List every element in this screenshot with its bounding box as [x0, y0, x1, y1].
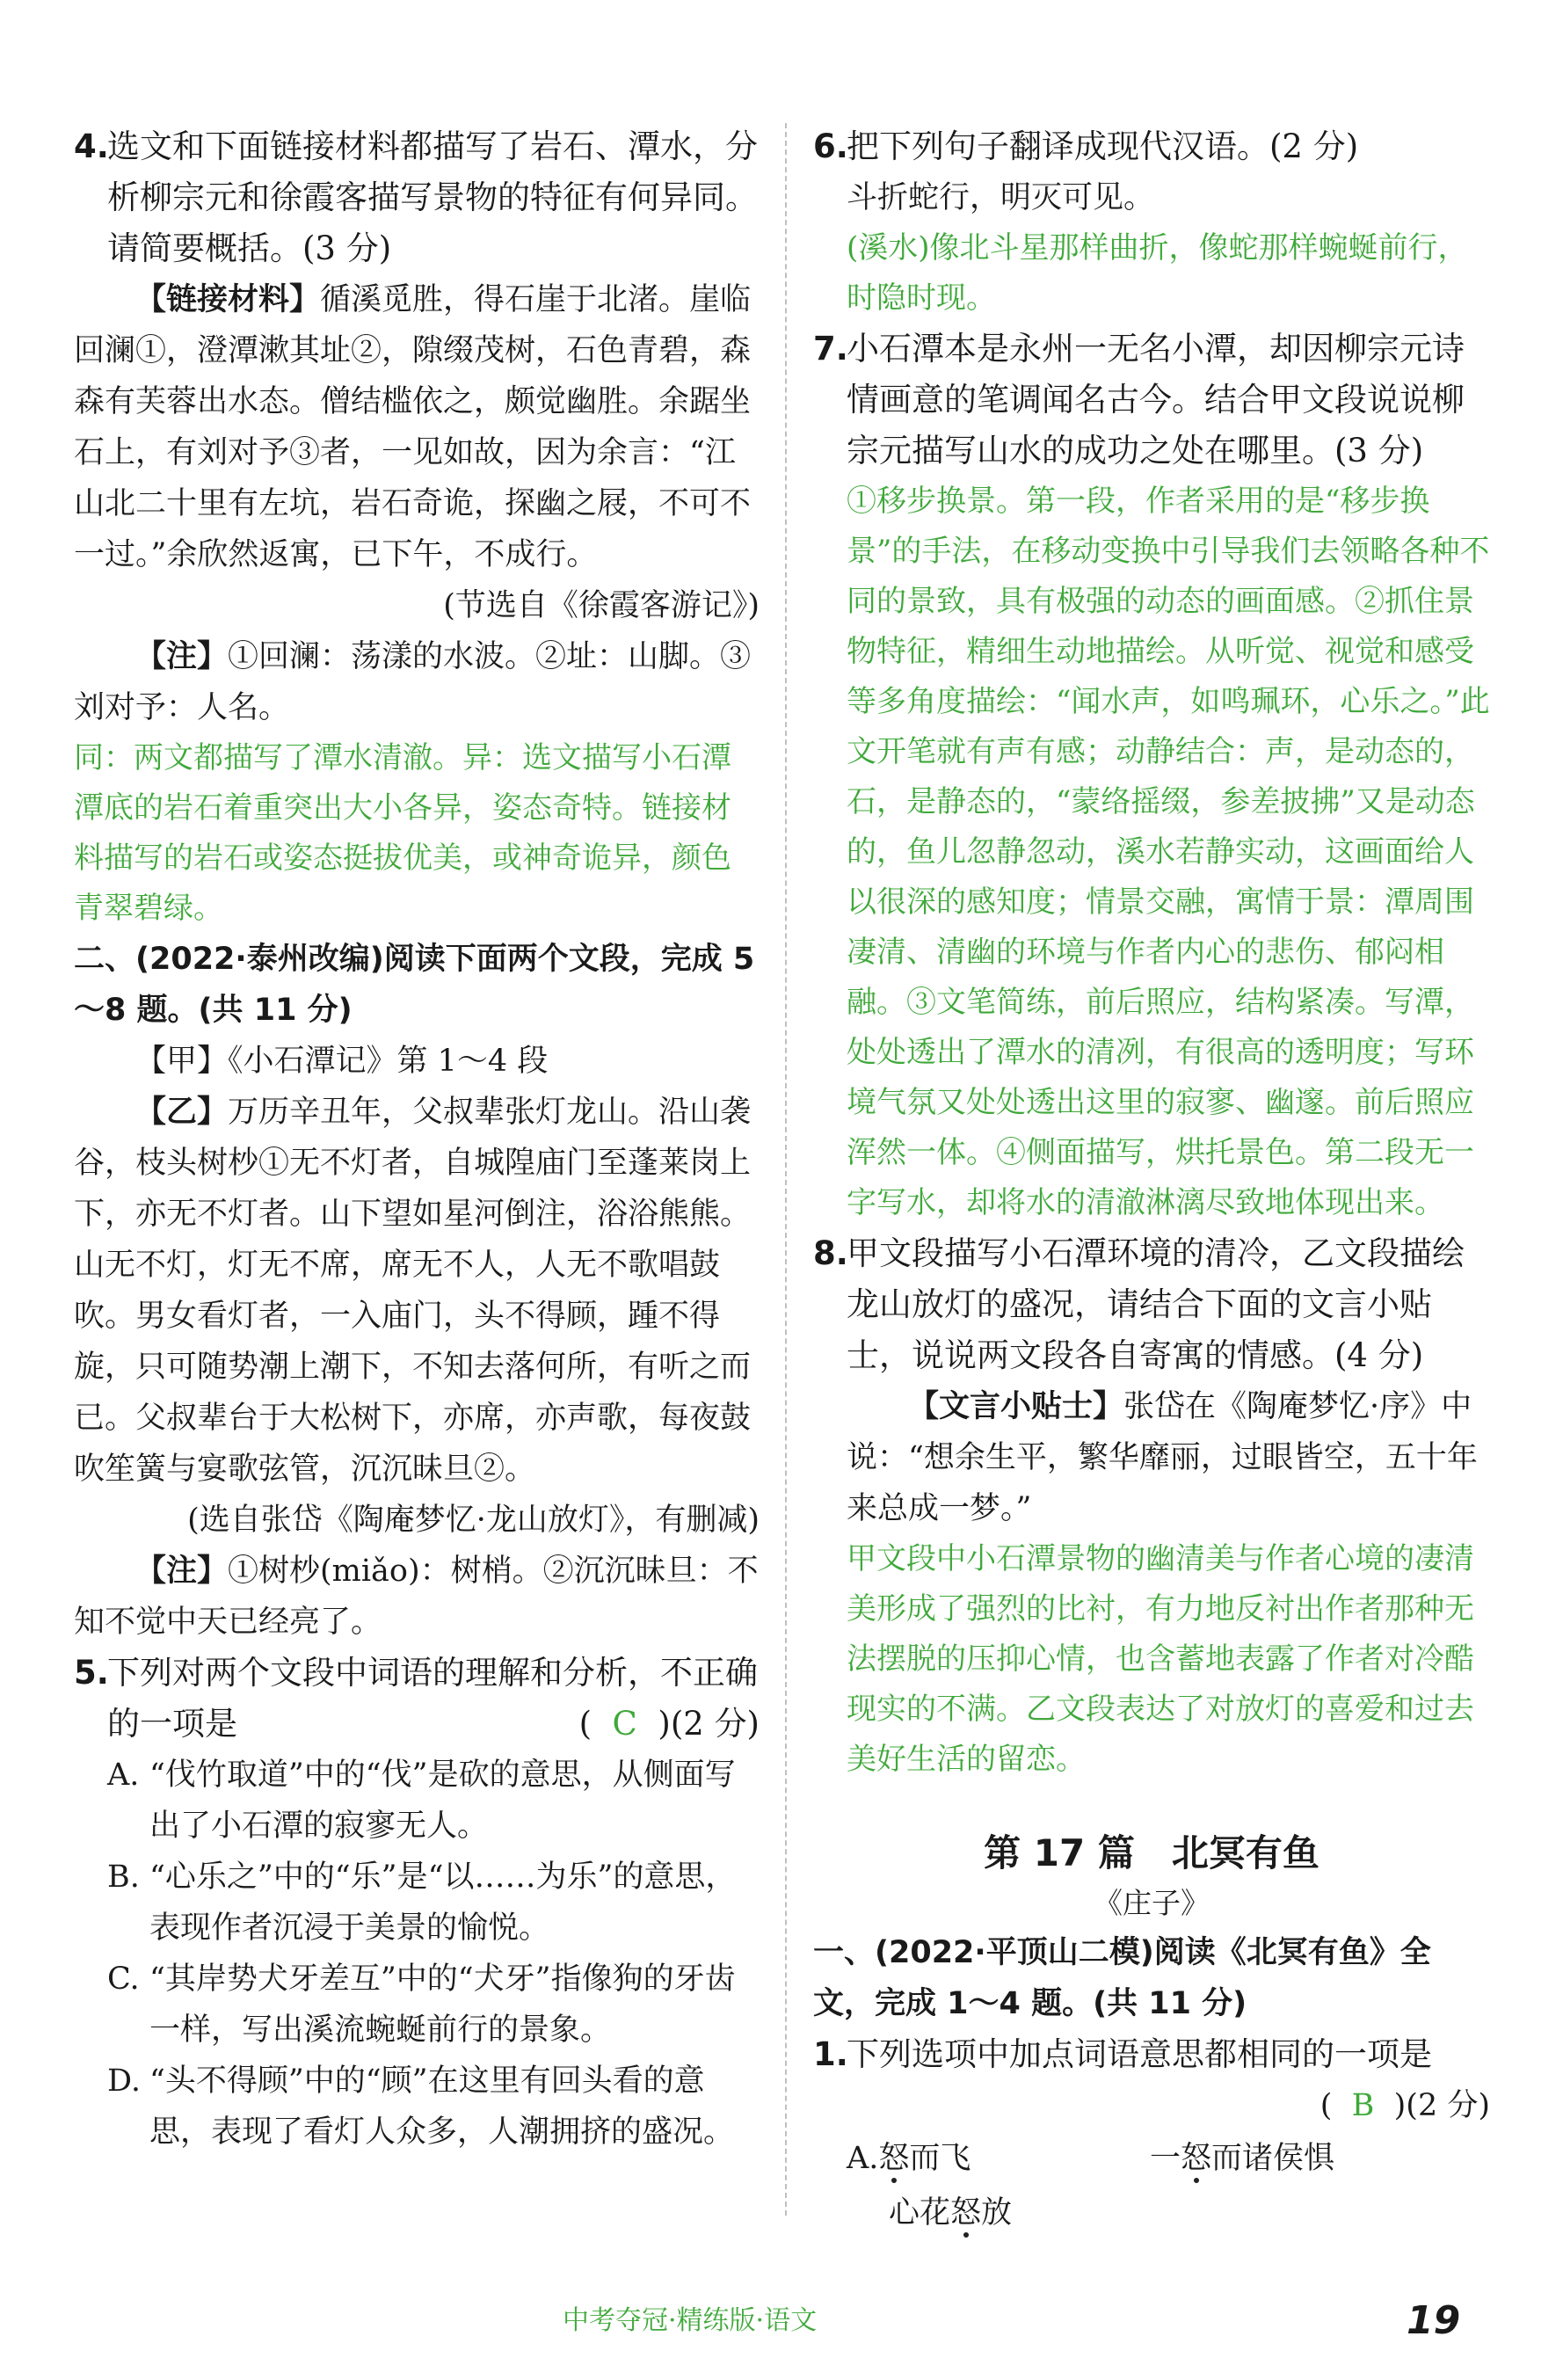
option-key: A. — [107, 1758, 140, 1793]
answer-4: 同：两文都描写了潭水清澈。异：选文描写小石潭潭底的岩石着重突出大小各异，姿态奇特。链接材料描写的岩石或姿态挺拔优美，或神奇诡异，颜色青翠碧绿。 — [74, 740, 731, 926]
option-b — [74, 1852, 760, 1954]
question-8 — [813, 1228, 1490, 1381]
note-label: 【注】 — [135, 639, 229, 674]
answer-slot — [813, 2080, 1490, 2131]
option-d — [74, 2056, 760, 2158]
tip-label: 【文言小贴士】 — [908, 1389, 1124, 1424]
question-number: 6. — [813, 127, 848, 165]
option-text-post: 而飞 — [909, 2141, 971, 2176]
link-material — [74, 274, 760, 580]
footer-book-title: 中考夺冠·精练版·语文 — [563, 2305, 818, 2336]
chapter-subtitle: 《庄子》 — [1094, 1886, 1210, 1920]
note — [74, 631, 760, 733]
option-a-part-2 — [1150, 2131, 1334, 2186]
question-text: 把下列句子翻译成现代汉语。(2 分) — [847, 127, 1359, 165]
dotted-char: 怒 — [878, 2141, 910, 2176]
link-label: 【链接材料】 — [135, 282, 321, 317]
option-key: D. — [107, 2063, 141, 2099]
dotted-char: 怒 — [950, 2195, 982, 2231]
source-citation: (节选自《徐霞客游记》) — [443, 588, 760, 623]
page-footer — [0, 2295, 1563, 2347]
question-text: 选文和下面链接材料都描写了岩石、潭水，分析柳宗元和徐霞客描写景物的特征有何异同。请简要概括。(3 分) — [107, 127, 758, 267]
passage-yi — [74, 1087, 760, 1495]
question-text — [107, 1648, 760, 1750]
yi-label: 【乙】 — [135, 1095, 229, 1130]
option-a-line-2 — [813, 2186, 1490, 2240]
source-citation-2: (选自张岱《陶庵梦忆·龙山放灯》，有删减) — [187, 1503, 760, 1538]
option-text-post: 而诸侯惧 — [1211, 2141, 1335, 2176]
question-text: 下列选项中加点词语意思都相同的一项是 — [847, 2035, 1432, 2073]
option-text-pre: 心花 — [889, 2195, 951, 2231]
dotted-char: 怒 — [1181, 2141, 1212, 2176]
note-text: ①回澜：荡漾的水波。②址：山脚。③刘对予：人名。 — [74, 639, 752, 725]
option-a — [813, 2131, 1490, 2186]
answer-choice: C — [612, 1705, 637, 1743]
answer-8: 甲文段中小石潭景物的幽清美与作者心境的凄清美形成了强烈的比衬，有力地反衬出作者那种无法摆脱的压抑心情，也含蓄地表露了作者对冷酷现实的不满。乙文段表达了对放灯的喜爱和过去美好生活的留恋。 — [847, 1541, 1474, 1777]
passage-jia: 【甲】《小石潭记》第 1～4 段 — [135, 1044, 549, 1079]
option-text: “伐竹取道”中的“伐”是砍的意思，从侧面写出了小石潭的寂寥无人。 — [149, 1758, 736, 1844]
left-column — [74, 121, 760, 2158]
option-key: B. — [107, 1860, 140, 1895]
option-a — [74, 1750, 760, 1852]
note-2 — [74, 1546, 760, 1648]
paren-open: ( — [1319, 2088, 1333, 2123]
question-7 — [813, 324, 1490, 477]
question-number: 7. — [813, 330, 848, 368]
option-key: A. — [847, 2141, 879, 2176]
section-heading-1: 一、(2022·平顶山二模)阅读《北冥有鱼》全文，完成 1～4 题。(共 11 分) — [813, 1935, 1431, 2021]
question-number: 5. — [74, 1654, 109, 1692]
classical-tip — [813, 1381, 1490, 1534]
note-label: 【注】 — [135, 1554, 229, 1589]
paren-close: )(2 分) — [1393, 2088, 1490, 2123]
option-text: “头不得顾”中的“顾”在这里有回头看的意思，表现了看灯人众多，人潮拥挤的盛况。 — [149, 2063, 735, 2150]
answer-7: ①移步换景。第一段，作者采用的是“移步换景”的手法，在移动变换中引导我们去领略各种不同的景致，具有极强的动态的画面感。②抓住景物特征，精细生动地描绘。从听觉、视觉和感受等多角度描绘：“闻水声，如鸣珮环，心乐之。”此文开笔就有声有感；动静结合：声，是动态的，石，是静态的，“蒙络摇缀，参差披拂”又是动态的，鱼儿忽静忽动，溪水若静实动，这画面给人以很深的感知度；情景交融，寓情于景：潭周围凄清、清幽的环境与作者内心的悲伤、郁闷相融。③文笔简练，前后照应，结构紧凑。写潭，处处透出了潭水的清冽，有很高的透明度；写环境气氛又处处透出这里的寂寥、幽邃。前后照应浑然一体。④侧面描写，烘托景色。第二段无一字写水，却将水的清澈淋漓尽致地体现出来。 — [847, 484, 1490, 1220]
page-number: 19 — [1407, 2298, 1461, 2343]
option-text: “其岸势犬牙差互”中的“犬牙”指像狗的牙齿一样，写出溪流蜿蜒前行的景象。 — [149, 1961, 736, 2048]
yi-text: 万历辛丑年，父叔辈张灯龙山。沿山袭谷，枝头树杪①无不灯者，自城隍庙门至蓬莱岗上下，亦无不灯者。山下望如星河倒注，浴浴熊熊。山无不灯，灯无不席，席无不人，人无不歌唱鼓吹。男女看灯者，一入庙门，头不得顾，踵不得旋，只可随势潮上潮下，不知去落何所，有听之而已。父叔辈台于大松树下，亦席，亦声歌，每夜鼓吹笙簧与宴歌弦管，沉沉昧旦②。 — [74, 1095, 752, 1487]
column-divider — [785, 123, 787, 2216]
note-text: ①树杪(miǎo)：树梢。②沉沉昧旦：不知不觉中天已经亮了。 — [74, 1554, 759, 1640]
sentence-to-translate: 斗折蛇行，明灭可见。 — [847, 180, 1155, 215]
question-body: 下列对两个文段中词语的理解和分析，不正确的一项是 — [107, 1654, 758, 1743]
right-column — [813, 121, 1490, 2240]
option-text-post: 放 — [981, 2195, 1013, 2231]
question-1 — [813, 2029, 1490, 2080]
paren-open: ( — [578, 1705, 592, 1743]
chapter-title: 第 17 篇 北冥有鱼 — [984, 1831, 1319, 1874]
option-key: C. — [107, 1961, 140, 1997]
question-text: 小石潭本是永州一无名小潭，却因柳宗元诗情画意的笔调闻名古今。结合甲文段说说柳宗元描写山水的成功之处在哪里。(3 分) — [847, 330, 1465, 469]
option-a-part-3 — [889, 2186, 1012, 2240]
question-6 — [813, 121, 1490, 172]
option-c — [74, 1954, 760, 2056]
option-a-part-1 — [847, 2131, 1150, 2186]
question-5 — [74, 1648, 760, 1750]
answer-slot — [579, 1699, 760, 1750]
section-heading-2: 二、(2022·泰州改编)阅读下面两个文段，完成 5～8 题。(共 11 分) — [74, 942, 755, 1028]
option-text-pre: 一 — [1150, 2141, 1181, 2176]
tip-text: 张岱在《陶庵梦忆·序》中说：“想余生平，繁华靡丽，过眼皆空，五十年来总成一梦。” — [847, 1389, 1478, 1526]
question-number: 4. — [74, 127, 109, 165]
link-text: 循溪觅胜，得石崖于北渚。崖临回澜①，澄潭漱其址②，隙缀茂树，石色青碧，森森有芙蓉出水态。僧结槛依之，颇觉幽胜。余踞坐石上，有刘对予③者，一见如故，因为余言：“江山北二十里有左坑，岩石奇诡，探幽之屐，不可不一过。”余欣然返寓，已下午，不成行。 — [74, 282, 752, 572]
paren-close: )(2 分) — [658, 1705, 760, 1743]
question-text: 甲文段描写小石潭环境的清冷，乙文段描绘龙山放灯的盛况，请结合下面的文言小贴士，说说两文段各自寄寓的情感。(4 分) — [847, 1234, 1465, 1374]
question-number: 1. — [813, 2035, 848, 2073]
answer-choice: B — [1351, 2088, 1375, 2123]
question-4 — [74, 121, 760, 274]
answer-6: (溪水)像北斗星那样曲折，像蛇那样蜿蜒前行，时隐时现。 — [847, 230, 1468, 316]
question-number: 8. — [813, 1234, 848, 1272]
option-text: “心乐之”中的“乐”是“以……为乐”的意思，表现作者沉浸于美景的愉悦。 — [149, 1860, 737, 1946]
